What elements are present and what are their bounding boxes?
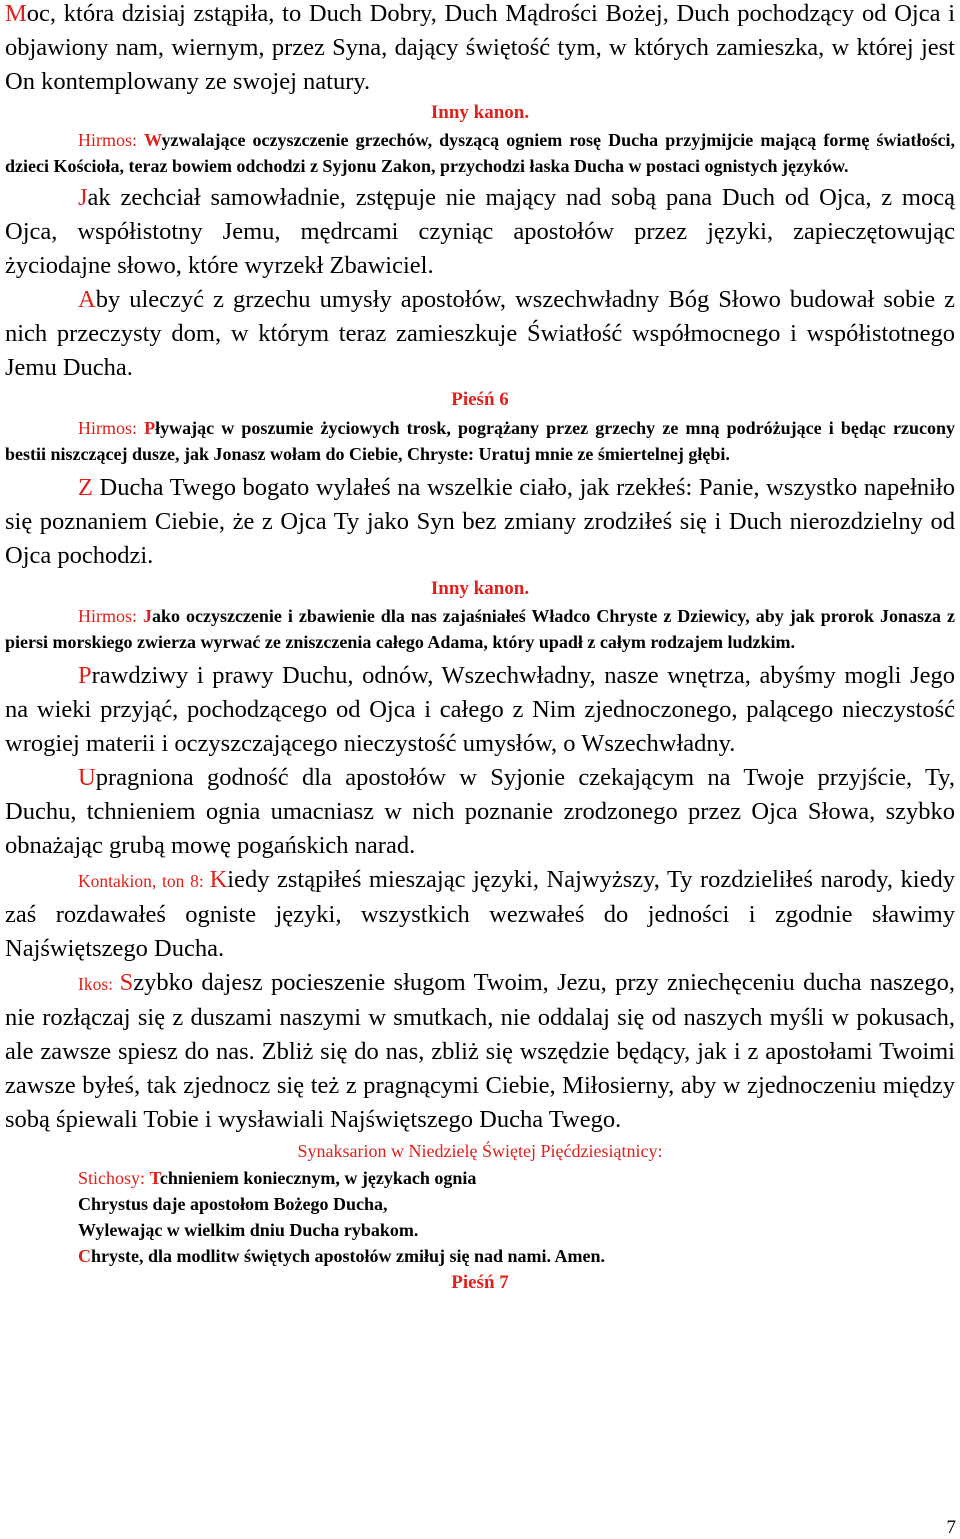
- stichos-text: hryste, dla modlitw świętych apostołów zmiłuj się nad nami. Amen.: [91, 1246, 606, 1266]
- stichos-text: chnieniem koniecznym, w językach ognia: [159, 1168, 477, 1188]
- paragraph-2: [5, 181, 955, 283]
- hirmos-text: ako oczyszczenie i zbawienie dla nas zajaśniałeś Władco Chryste z Dziewicy, aby jak prorok Jonasza z piersi morskiego zwierza wyrwać ze zniszczenia całego Adama, który upadł z całym rodzajem ludzkim.: [5, 606, 955, 652]
- hirmos-label: Hirmos:: [78, 130, 145, 150]
- paragraph-4: [5, 471, 955, 573]
- stichos-line-1: [78, 1165, 955, 1191]
- drop-initial: T: [149, 1168, 160, 1188]
- ikos: [5, 966, 955, 1137]
- drop-initial: S: [119, 969, 134, 996]
- heading-inny-kanon: Inny kanon.: [430, 102, 530, 123]
- paragraph-text: Ducha Twego bogato wylałeś na wszelkie ciało, jak rzekłeś: Panie, wszystko napełniło się poznaniem Ciebie, że z Ojca Ty jako Syn bez zmiany zrodziłeś się i Duch nierozdzielny od Ojca pochodzi.: [5, 474, 955, 569]
- stichos-line-2: Chrystus daje apostołom Bożego Ducha,: [78, 1194, 388, 1214]
- drop-initial: A: [78, 286, 96, 313]
- paragraph-6: [5, 761, 955, 863]
- drop-initial: C: [78, 1246, 91, 1266]
- drop-initial: U: [78, 764, 96, 791]
- page-number: 7: [946, 1517, 956, 1538]
- hirmos-label: Hirmos:: [78, 418, 145, 438]
- hirmos-text: yzwalające oczyszczenie grzechów, dyszącą ogniem rosę Ducha przyjmijcie mającą formę światłości, dzieci Kościoła, teraz bowiem odchodzi z Syjonu Zakon, przychodzi łaska Ducha w postaci ognistych języków.: [5, 130, 955, 176]
- drop-initial: J: [78, 184, 88, 211]
- ikos-label: Ikos:: [78, 974, 120, 994]
- paragraph-text: oc, która dzisiaj zstąpiła, to Duch Dobry, Duch Mądrości Bożej, Duch pochodzący od Ojca i objawiony nam, wiernym, przez Syna, dający świętość tym, w których zamieszka, w której jest On kontemplowany ze swojej natury.: [5, 0, 955, 95]
- kontakion-label: Kontakion, ton 8:: [78, 871, 210, 891]
- heading-inny-kanon-2: Inny kanon.: [430, 578, 530, 599]
- stichosy-block: [5, 1165, 955, 1269]
- drop-initial: W: [144, 130, 162, 150]
- paragraph-3: [5, 283, 955, 385]
- paragraph-1: [5, 0, 955, 99]
- drop-initial: K: [209, 866, 228, 893]
- drop-initial: P: [144, 418, 156, 438]
- stichos-line-4: [78, 1243, 955, 1269]
- synaksarion-heading: Synaksarion w Niedzielę Świętej Pięćdziesiątnicy:: [297, 1141, 663, 1161]
- hirmos-2: [5, 415, 955, 467]
- heading-piesn-7: Pieśń 7: [451, 1272, 509, 1293]
- drop-initial: M: [5, 0, 27, 27]
- kontakion: [5, 863, 955, 966]
- paragraph-text: ak zechciał samowładnie, zstępuje nie mający nad sobą pana Duch od Ojca, z mocą Ojca, współistotny Jemu, mędrcami czyniąc apostołów przez języki, zapieczętowując życiodajne słowo, które wyrzekł Zbawiciel.: [5, 184, 955, 279]
- drop-initial: Z: [78, 474, 93, 501]
- paragraph-text: pragniona godność dla apostołów w Syjonie czekającym na Twoje przyjście, Ty, Duchu, tchnieniem ognia umacniasz w nich poznanie zrodzonego przez Ojca Słowa, szybko obnażając grubą mowę pogańskich narad.: [5, 764, 955, 859]
- drop-initial: J: [142, 606, 152, 626]
- stichosy-label: Stichosy:: [78, 1168, 150, 1188]
- hirmos-label: Hirmos:: [78, 606, 143, 626]
- paragraph-5: [5, 659, 955, 761]
- paragraph-text: rawdziwy i prawy Duchu, odnów, Wszechwładny, nasze wnętrza, abyśmy mogli Jego na wieki przyjąć, pochodzącego od Ojca i całego z Nim zjednoczonego, palącego nieczystość wrogiej materii i oczyszczającego nieczystość umysłów, o Wszechwładny.: [5, 662, 955, 757]
- hirmos-1: [5, 127, 955, 179]
- heading-piesn-6: Pieśń 6: [451, 389, 509, 410]
- hirmos-text: ływając w poszumie życiowych trosk, pogrążany przez grzechy ze mną podróżujące i będąc rzucony bestii niszczącej dusze, jak Jonasz wołam do Ciebie, Chryste: Uratuj mnie ze śmiertelnej głębi.: [5, 418, 955, 464]
- kontakion-text: iedy zstąpiłeś mieszając języki, Najwyższy, Ty rozdzieliłeś narody, kiedy zaś rozdawałeś ogniste języki, wszystkich wezwałeś do jedności i zgodnie sławimy Najświętszego Ducha.: [5, 866, 955, 962]
- document-page: [5, 0, 955, 1296]
- drop-initial: P: [78, 662, 92, 689]
- hirmos-3: [5, 603, 955, 655]
- stichos-line-3: Wylewając w wielkim dniu Ducha rybakom.: [78, 1220, 419, 1240]
- paragraph-text: by uleczyć z grzechu umysły apostołów, wszechwładny Bóg Słowo budował sobie z nich przeczysty dom, w którym teraz zamieszkuje Światłość współmocnego i współistotnego Jemu Ducha.: [5, 286, 955, 381]
- ikos-text: zybko dajesz pocieszenie sługom Twoim, Jezu, przy zniechęceniu ducha naszego, nie rozłączaj się z duszami naszymi w smutkach, nie oddalaj się od naszych myśli w pokusach, ale zawsze spiesz do nas. Zbliż się do nas, zbliż się wszędzie będący, jak i z apostołami Twoimi zawsze byłeś, tak zjednocz się też z pragnącymi Ciebie, Miłosierny, aby w zjednoczeniu między sobą śpiewali Tobie i wysławiali Najświętszego Ducha Twego.: [5, 969, 955, 1133]
